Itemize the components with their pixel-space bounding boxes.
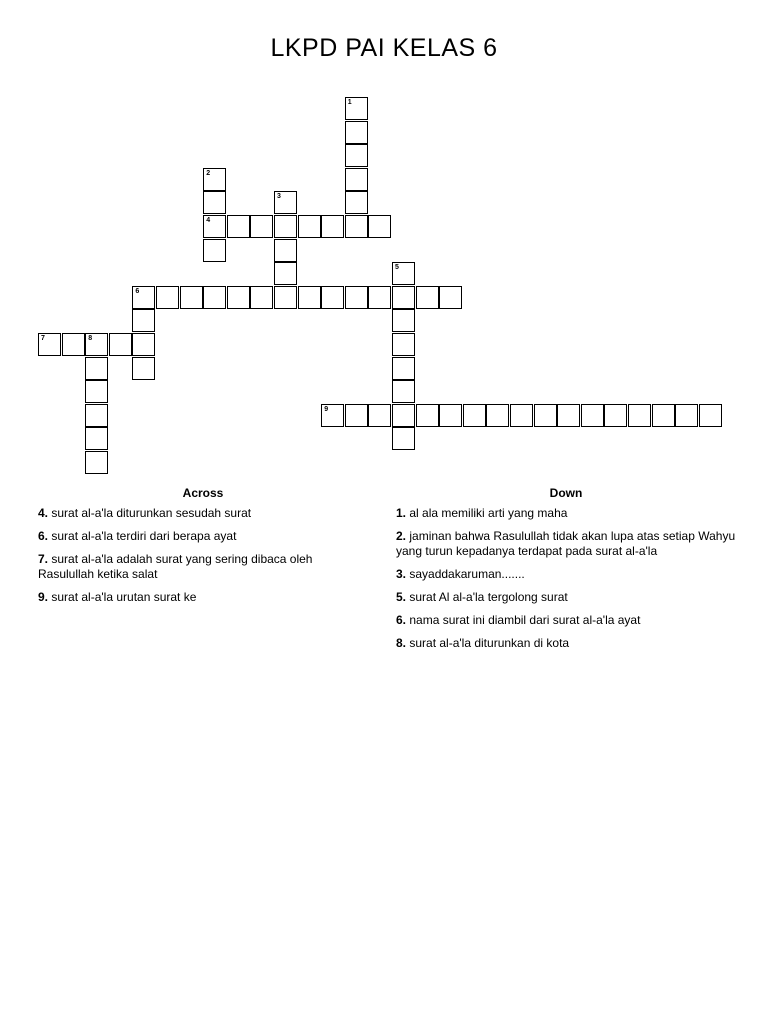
clue-text: al ala memiliki arti yang maha <box>409 506 568 520</box>
crossword-cell[interactable] <box>274 215 297 238</box>
crossword-cell[interactable] <box>416 404 439 427</box>
down-clue <box>396 567 736 582</box>
crossword-cell[interactable] <box>85 357 108 380</box>
crossword-cell[interactable] <box>463 404 486 427</box>
crossword-cell[interactable] <box>345 168 368 191</box>
cell-number: 6 <box>135 287 140 295</box>
clue-text: surat al-a'la diturunkan di kota <box>409 636 570 650</box>
crossword-cell[interactable] <box>368 404 391 427</box>
crossword-cell[interactable] <box>250 215 273 238</box>
clue-number: 2. <box>396 529 407 543</box>
clue-number: 1. <box>396 506 407 520</box>
across-clue <box>38 590 368 605</box>
cell-number: 7 <box>41 335 45 342</box>
clue-text: nama surat ini diambil dari surat al-a'la ayat <box>409 613 641 627</box>
crossword-cell[interactable] <box>628 404 651 427</box>
down-clue <box>396 636 736 651</box>
crossword-cell[interactable] <box>62 333 85 356</box>
clue-number: 3. <box>396 567 407 581</box>
crossword-cell[interactable] <box>534 404 557 427</box>
cell-number: 5 <box>395 264 399 272</box>
across-heading: Across <box>182 486 224 500</box>
crossword-cell[interactable] <box>345 144 368 167</box>
crossword-cell[interactable] <box>699 404 722 427</box>
clue-number: 5. <box>396 590 407 604</box>
down-clue <box>396 590 736 605</box>
clue-number: 6. <box>396 613 407 627</box>
crossword-cell[interactable] <box>439 404 462 427</box>
crossword-cell[interactable] <box>274 262 297 285</box>
crossword-cell[interactable] <box>368 215 391 238</box>
crossword-cell[interactable] <box>392 333 415 356</box>
crossword-cell[interactable] <box>392 262 415 285</box>
crossword-cell[interactable] <box>604 404 627 427</box>
crossword-cell[interactable] <box>392 357 415 380</box>
clue-text: sayaddakaruman....... <box>409 567 525 581</box>
clue-text: surat al-a'la diturunkan sesudah surat <box>51 506 252 520</box>
clue-text: surat al-a'la urutan surat ke <box>51 590 197 604</box>
clue-number: 8. <box>396 636 407 650</box>
crossword-cell[interactable] <box>85 404 108 427</box>
crossword-cell[interactable] <box>132 309 155 332</box>
crossword-cell[interactable] <box>557 404 580 427</box>
crossword-cell[interactable] <box>345 404 368 427</box>
crossword-cell[interactable] <box>321 404 344 427</box>
crossword-cell[interactable] <box>203 286 226 309</box>
crossword-cell[interactable] <box>345 191 368 214</box>
crossword-cell[interactable] <box>203 239 226 262</box>
crossword-cell[interactable] <box>345 215 368 238</box>
clue-number: 4. <box>38 506 49 520</box>
crossword-cell[interactable] <box>392 404 415 427</box>
across-clue <box>38 529 368 544</box>
down-heading: Down <box>549 486 583 500</box>
crossword-cell[interactable] <box>203 191 226 214</box>
crossword-cell[interactable] <box>203 215 226 238</box>
cell-number: 3 <box>277 193 281 201</box>
clue-number: 9. <box>38 590 49 604</box>
crossword-cell[interactable] <box>298 286 321 309</box>
crossword-cell[interactable] <box>416 286 439 309</box>
crossword-cell[interactable] <box>227 286 250 309</box>
crossword-cell[interactable] <box>274 239 297 262</box>
crossword-cell[interactable] <box>180 286 203 309</box>
crossword-cell[interactable] <box>392 286 415 309</box>
crossword-cell[interactable] <box>203 168 226 191</box>
crossword-cell[interactable] <box>227 215 250 238</box>
across-clue <box>38 552 368 582</box>
down-clue <box>396 529 736 559</box>
crossword-cell[interactable] <box>85 451 108 474</box>
clue-text: surat al-a'la terdiri dari berapa ayat <box>51 529 237 543</box>
crossword-cell[interactable] <box>132 357 155 380</box>
crossword-cell[interactable] <box>109 333 132 356</box>
crossword-cell[interactable] <box>132 333 155 356</box>
across-clues <box>38 486 368 613</box>
cell-number: 1 <box>347 99 352 106</box>
across-clue <box>38 506 368 521</box>
crossword-cell[interactable] <box>274 286 297 309</box>
crossword-cell[interactable] <box>392 309 415 332</box>
clue-number: 6. <box>38 529 49 543</box>
crossword-cell[interactable] <box>321 286 344 309</box>
crossword-cell[interactable] <box>274 191 297 214</box>
crossword-cell[interactable] <box>85 427 108 450</box>
crossword-cell[interactable] <box>321 215 344 238</box>
crossword-cell[interactable] <box>486 404 509 427</box>
crossword-cell[interactable] <box>581 404 604 427</box>
crossword-cell[interactable] <box>345 286 368 309</box>
down-clue <box>396 506 736 521</box>
crossword-cell[interactable] <box>510 404 533 427</box>
crossword-cell[interactable] <box>675 404 698 427</box>
clue-text: jaminan bahwa Rasulullah tidak akan lupa atas setiap Wahyu yang turun kepadanya terdapat pada surat al-a'la <box>396 529 736 558</box>
clue-number: 7. <box>38 552 49 566</box>
cell-number: 8 <box>88 335 93 342</box>
crossword-cell[interactable] <box>345 121 368 144</box>
crossword-cell[interactable] <box>652 404 675 427</box>
crossword-cell[interactable] <box>392 380 415 403</box>
crossword-cell[interactable] <box>298 215 321 238</box>
cell-number: 4 <box>206 217 211 224</box>
page-title: LKPD PAI KELAS 6 <box>270 34 498 62</box>
crossword-cell[interactable] <box>368 286 391 309</box>
cell-number: 9 <box>324 405 329 413</box>
crossword-cell[interactable] <box>439 286 462 309</box>
crossword-grid <box>0 0 768 470</box>
crossword-cell[interactable] <box>392 427 415 450</box>
crossword-cell[interactable] <box>156 286 179 309</box>
clue-text: surat al-a'la adalah surat yang sering dibaca oleh Rasulullah ketika salat <box>38 552 313 581</box>
down-clue <box>396 613 736 628</box>
down-clues <box>396 486 736 659</box>
crossword-cell[interactable] <box>132 286 155 309</box>
crossword-cell[interactable] <box>85 333 108 356</box>
crossword-cell[interactable] <box>345 97 368 120</box>
crossword-cell[interactable] <box>250 286 273 309</box>
clue-text: surat Al al-a'la tergolong surat <box>409 590 568 604</box>
cell-number: 2 <box>206 169 211 177</box>
crossword-cell[interactable] <box>38 333 61 356</box>
crossword-cell[interactable] <box>85 380 108 403</box>
